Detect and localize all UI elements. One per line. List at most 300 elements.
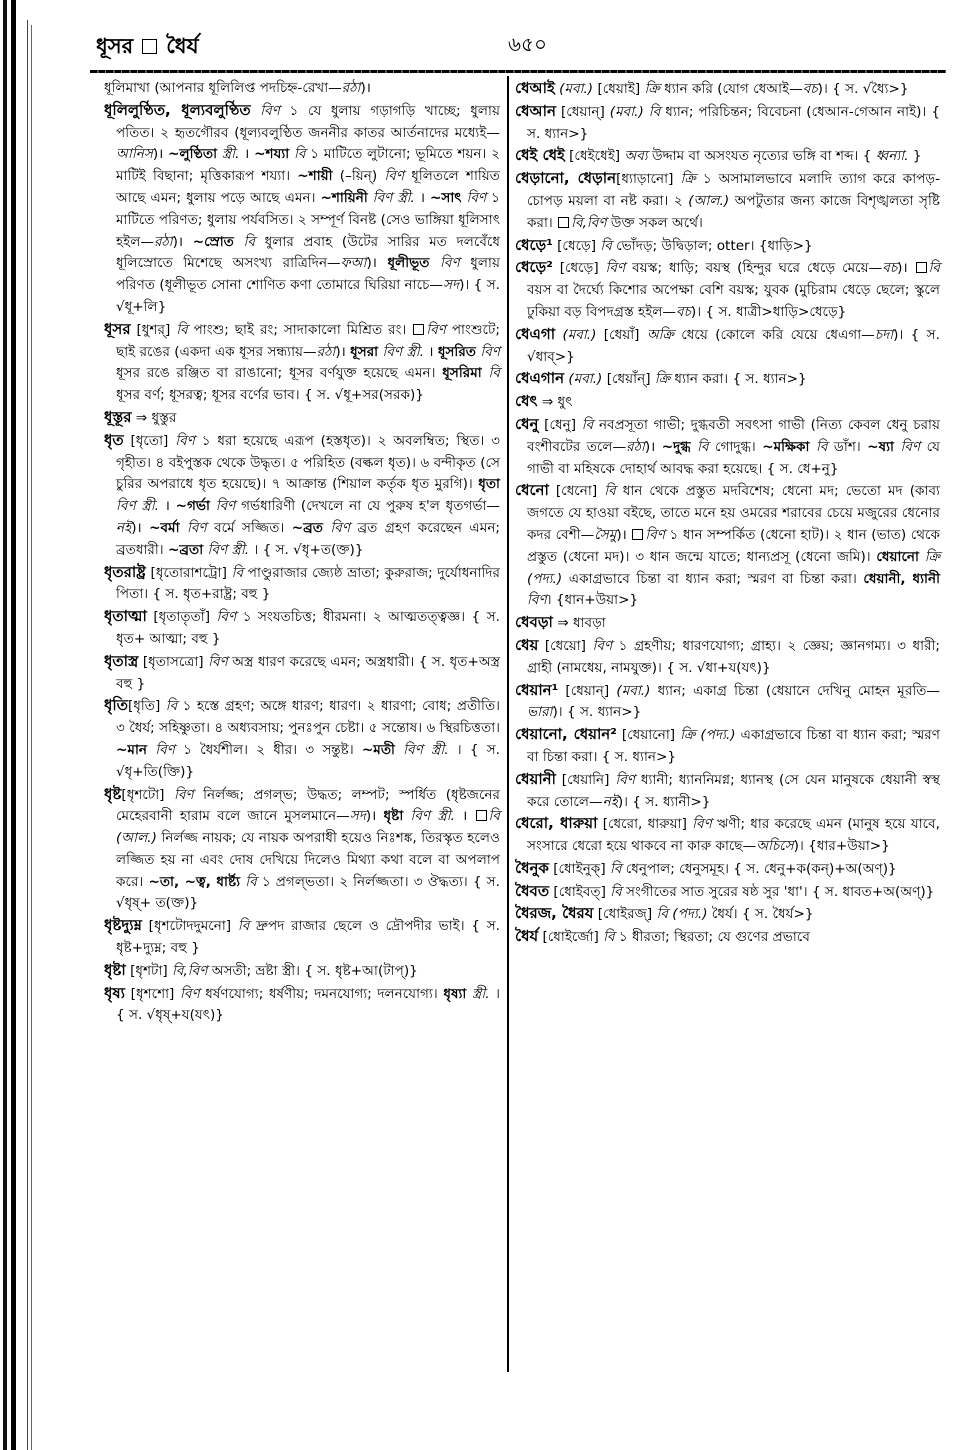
definition-text: বয়স বা দৈর্ঘ্যে কিশোর অপেক্ষা বেশি বয়স্ক; যুবক (মুচিরাম ধেড়ে ছেলে; স্কুলে ঢুকিয়া বড় বিপদগ্রস্ত হইল— [527, 282, 940, 320]
definition-text: ১ হস্তে গ্রহণ; অঙ্গে ধারণ; ধারণ। ২ ধারণা; বোধ; প্রতীতি। ৩ ধৈর্য; সহিষ্ণুতা। ৪ অধ্যবসায়; পুনঃপুন চেষ্টা। ৫ সন্তোষ। ৬ স্থিরচিত্ততা। [116, 698, 500, 737]
definition-text: ১ ধরা হয়েছে এরূপ (হস্তধৃত)। ২ অবলম্বিত; স্থিত। ৩ গৃহীত। ৪ বইপুস্তক থেকে উদ্ধৃত। ৫ পরিহিত (বল্কল ধৃত)। ৬ বন্দীকৃত (সে চুরির অপরাধে ধৃত হয়েছে)। ৭ আক্রান্ত (শিয়াল কর্তৃক ধৃত মুরগি)। [116, 432, 500, 493]
part-of-speech: বিণ [322, 519, 358, 536]
definition-text: ঋণী; ধার করেছে এমন (মানুষ হয়ে যাবে, সংসারে ধেরো হয়ে থাকবে না কারু কাছে— [527, 816, 940, 855]
definition-text: [ধৃশটোদদুমনো] [141, 918, 238, 935]
dictionary-entry [515, 324, 940, 369]
dictionary-entry [515, 635, 940, 680]
definition-text: [ধেয়ানো] [616, 727, 681, 744]
guide-word-last: ধৈর্য [166, 34, 199, 58]
headword: ধেড়ে² [515, 258, 553, 277]
part-of-speech: বিণ [615, 771, 641, 788]
definition-text: [ধোইনুক্] [548, 860, 610, 877]
dictionary-entry [104, 319, 500, 407]
part-of-speech: বি [609, 860, 626, 877]
definition-text: ধুলার প্রবাহ (উটের সারির মত দলবেঁধে ধূলিস্রোতে মিশেছে অসংখ্য রাত্রিদিন— [116, 233, 500, 272]
definition-text: পাণ্ডুরাজার জ্যেষ্ঠ ভ্রাতা; কুরুরাজ; দুর্যোধনাদির পিতা। { স. ধৃত+রাষ্ট্র; বহু } [116, 564, 500, 603]
definition-text: । [158, 498, 176, 515]
dictionary-entry [104, 407, 500, 430]
part-of-speech: বিণ [216, 609, 243, 626]
definition-text: উদ্দাম বা অসংযত নৃত্যের ভঙ্গি বা শব্দ। { [652, 148, 876, 165]
part-of-speech: বিণ স্ত্রী. [367, 189, 415, 206]
definition-text: [ধেইধেই] [564, 148, 625, 165]
definition-text: [ধেয়ান্] [558, 682, 617, 699]
binding-line [31, 25, 32, 1450]
part-of-speech: বি [237, 918, 257, 935]
part-of-speech: বিণ স্ত্রী. [394, 741, 449, 758]
headword: ধৃতি [104, 696, 128, 715]
headword: ধৃষ্ট [104, 784, 122, 803]
definition-text: [ধৃতি] [127, 698, 166, 715]
definition-text: )। [644, 438, 662, 455]
definition-text: বর্মে সজ্জিত। [214, 519, 292, 536]
definition-text: [ধেয়াঁ] [603, 326, 647, 343]
definition-text: । { স. √ধৃ+ত(ক্ত)} [249, 541, 364, 558]
dictionary-entry [515, 257, 940, 323]
definition-text: [ধৃতাতৃতাঁ] [146, 609, 217, 626]
definition-text: ১ সংযতচিত্ত; ধীরমনা। ২ আত্মতত্ত্বজ্ঞ। { স. ধৃত+ আত্মা; বহু } [116, 609, 500, 647]
part-of-speech: (মবা.) [616, 682, 658, 699]
definition-text: ধর্ষণযোগ্য; ধর্ষণীয়; দমনযোগ্য; দলনযোগ্য। [205, 985, 444, 1002]
part-of-speech: বিণ [429, 255, 471, 272]
part-of-speech: বি [809, 438, 834, 455]
definition-text: ধ্যান; একাগ্র চিন্তা (ধেয়ানে দেখিনু মোহন মূরতি— [657, 682, 940, 699]
binding-line [3, 0, 7, 1450]
definition-text: )। { স. ধাত্রী>ধাড়ি>ধেড়ে} [690, 303, 847, 320]
definition-text: পাংশু; ছাই রং; সাদাকালো মিশ্রিত রং। [193, 321, 413, 338]
definition-text: )। [360, 80, 371, 96]
part-of-speech: বি [690, 438, 716, 455]
sense-marker-box-icon [413, 324, 424, 335]
definition-text: )। [172, 233, 193, 250]
definition-text: )। [616, 526, 632, 543]
headword: ধেনো [515, 481, 549, 500]
source-citation: সদ [443, 277, 460, 294]
definition-text: [ধেড়ে] [552, 260, 606, 277]
headword: ধেরো, ধারুয়া [515, 814, 598, 833]
definition-text: গর্ভধারিণী (দেখলে না যে পুরুষ হ'ল ধৃতগর্ভা— [241, 498, 500, 515]
column-divider [507, 76, 509, 1372]
headword: ধূসর [104, 319, 131, 338]
definition-text: ধ্যান করা। { স. ধ্যান>} [674, 371, 807, 388]
headword: ধেয়ানো, ধেয়ান² [515, 725, 617, 744]
dictionary-entry [104, 100, 500, 319]
part-of-speech: বি [289, 146, 311, 163]
definition-text: নবপ্রসূতা গাভী; দুগ্ধবতী সবৎসা গাভী (নিত্য কেবল ধেনু চরায় বংশীবটের তলে— [527, 416, 941, 455]
source-citation: রঠা [341, 80, 361, 96]
definition-text: ডাঁশ। [833, 438, 868, 455]
part-of-speech: বি (আল.) [116, 808, 500, 847]
dictionary-entry [515, 858, 940, 881]
definition-text: [ধৃতাসত্রো] [138, 653, 209, 670]
part-of-speech: ক্রি [680, 171, 703, 188]
dictionary-entry [515, 769, 940, 814]
part-of-speech: বিণ স্ত্রী. [378, 343, 425, 360]
definition-text: ১ গ্রহণীয়; ধারণযোগ্য; গ্রাহ্য। ২ জ্ঞেয়; জ্ঞানগম্য। ৩ ধারী; গ্রাহী (নামধেয়, নামযুক্ত)। { স. √ধা+য(যৎ)} [527, 637, 941, 676]
definition-text: [ধোইরজ্] [593, 906, 657, 923]
headword: ধৃতাত্মা [104, 607, 147, 626]
definition-text: ⇒ ধাবড়া [552, 615, 606, 632]
dictionary-entry [515, 78, 940, 101]
dictionary-entry [104, 960, 500, 983]
definition-text: ধ্যান করি (যোগ ধেআই— [664, 81, 803, 97]
sub-headword: ~মান [116, 741, 147, 758]
sub-headword: ধূলীভূত [387, 255, 430, 272]
sense-marker-box-icon [558, 217, 569, 228]
definition-text: )। [897, 260, 915, 277]
headword: ধৃষ্টদ্যুম্ন [104, 916, 142, 935]
definition-text: একাগ্রভাবে চিন্তা বা ধ্যান করা; স্মরণ বা চিন্তা করা। { স. ধ্যান>} [527, 727, 941, 765]
headword: ধৃতরাষ্ট্র [104, 562, 146, 581]
definition-text: [ধুশর্] [130, 321, 177, 338]
dictionary-entry [104, 562, 500, 607]
sub-headword: ~ব্রত [291, 519, 323, 536]
part-of-speech: বিণ [175, 432, 202, 449]
part-of-speech: বিণ স্ত্রী. [116, 498, 159, 515]
source-citation: ফআ [340, 255, 367, 272]
definition-text: (–য়িন্) [332, 168, 385, 185]
definition-text: । [454, 808, 475, 825]
source-citation: নই [116, 519, 132, 536]
definition-text: ১ অসামালভাবে মলাদি ত্যাগ করে কাপড়-চোপড় ময়লা বা নষ্ট করা। ২ [527, 171, 940, 209]
definition-text: ১ প্রগল্ভতা। ২ নির্লজ্জতা। ৩ ঔদ্ধত্য। { স. √ধৃষ্+ ত(ক্ত)} [116, 873, 500, 912]
definition-text: )। { স. √ধাব্>} [527, 326, 940, 365]
definition-text: [ধেয়াই] [597, 81, 645, 97]
sub-headword: ধূসরিমা [442, 365, 482, 382]
dictionary-entry [104, 78, 500, 100]
definition-text: । { স. √ধৃ+তি(ক্তি)} [116, 741, 500, 780]
definition-text: সংগীতের সাত সুরের ষষ্ঠ সুর 'ধা'। { স. ধাবত+অ(অণ্)} [626, 883, 935, 900]
dictionary-entry [515, 480, 940, 612]
headword: ধেএগান [515, 369, 565, 388]
left-column [104, 78, 500, 1027]
page-header [96, 26, 946, 74]
source-citation: রঠা [153, 233, 173, 250]
source-citation: বচ [676, 303, 691, 320]
sense-marker-box-icon [632, 529, 643, 540]
definition-text: [ধৃশশো] [125, 985, 180, 1002]
part-of-speech: বিণ [592, 637, 619, 654]
dictionary-entry [515, 881, 940, 904]
part-of-speech: বিণ [208, 653, 233, 670]
definition-text: ১ মাটিতে পরিণত; ধুলায় পর্যবসিত। ২ সম্পূর্ণ বিনষ্ট (সেও ভাঙ্গিয়া ধূলিসাৎ হইল— [116, 189, 500, 250]
definition-text: ধেনুপাল; ধেনুসমূহ। { স. ধেনু+ক(কন্)+অ(অণ্)} [625, 860, 897, 877]
part-of-speech: বিণ [173, 786, 204, 803]
headword: ধৈনুক [515, 858, 549, 877]
definition-text: )। [152, 146, 169, 163]
dictionary-entry [515, 368, 940, 391]
dictionary-entry [515, 680, 940, 725]
definition-text: ১ যে ধুলায় গড়াগড়ি খাচ্ছে; ধুলায় পতিত। ২ হৃতগৌরব (ধূল্যবলুণ্ঠিত জননীর কাতর আর্তনাদের মধ্যেই— [116, 102, 500, 141]
sub-headword: ধূসরিত [437, 343, 476, 360]
dictionary-entry [515, 168, 940, 234]
dictionary-entry [515, 414, 940, 480]
part-of-speech: ক্রি [644, 81, 665, 97]
part-of-speech: বিণ [179, 985, 206, 1002]
dictionary-entry [104, 784, 500, 916]
dictionary-entry [515, 101, 940, 146]
square-box-icon [142, 39, 157, 54]
part-of-speech: (মবা.) [554, 81, 598, 97]
sub-headword: ~মক্ষিকা [762, 438, 810, 455]
headword: ধৃষ্য [104, 983, 126, 1002]
dictionary-entry [104, 983, 500, 1028]
part-of-speech: (আল.) [688, 192, 735, 209]
page-number: ৬৫০ [508, 32, 547, 56]
part-of-speech: বি [928, 260, 940, 277]
part-of-speech: স্ত্রী. [466, 985, 490, 1002]
sub-headword: ~লুণ্ঠিতা [168, 146, 218, 163]
part-of-speech: বি [604, 483, 623, 500]
headword: ধৈর্য [515, 927, 539, 946]
headword: ধেআই [515, 79, 555, 97]
headword: ধেএগা [515, 324, 556, 343]
definition-text: ভোঁদড়; উদ্বিড়াল; otter। {ধাড়ি>} [616, 237, 813, 254]
part-of-speech: বি [581, 416, 599, 433]
headword: ধেনু [515, 414, 539, 433]
definition-text: ধৈর্য। { স. ধৈর্য>} [711, 906, 814, 923]
definition-text: ধূসর বর্ণ; ধূসরত্ব; ধূসর বর্ণের ভাব। { স. √ধূ+সর(সরক)} [116, 387, 424, 404]
dictionary-entry [515, 612, 940, 635]
part-of-speech: বি (পদ্য.) [656, 906, 712, 923]
part-of-speech: বিণ [426, 321, 452, 338]
headword: ধৃত [104, 430, 124, 449]
sub-headword: ~ষ্যা [867, 438, 894, 455]
definition-text: [ধেয়াঁন্] [606, 371, 655, 388]
part-of-speech: বিণ [461, 189, 492, 206]
definition-text: )। {ধার+উয়া>} [793, 838, 890, 855]
part-of-speech: বি,বিণ [571, 214, 611, 231]
part-of-speech: বিণ [894, 438, 927, 455]
dictionary-entry [104, 606, 500, 651]
definition-text: ১ ধান সম্পর্কিত (ধেনো হাট)। ২ ধান (ভাত) থেকে প্রস্তুত (ধেনো মদ)। ৩ ধান জন্মে যাতে; ধান্যপ্রসূ (ধেনো জমি)। [527, 526, 940, 565]
part-of-speech: বিণ [527, 592, 547, 609]
part-of-speech: বি [603, 929, 619, 946]
definition-text: ১ ধীরতা; স্থিরতা; যে গুণের প্রভাবে [618, 929, 810, 946]
header-rule [90, 70, 946, 73]
definition-text: )। [131, 519, 150, 536]
definition-text: [ধৃতো] [123, 432, 176, 449]
definition-text: । [424, 343, 438, 360]
sub-headword: ~মতী [361, 741, 395, 758]
headword: ধেয় [515, 635, 539, 654]
part-of-speech: অব্য [624, 148, 653, 165]
definition-text: একাগ্রভাবে চিন্তা বা ধ্যান করা; স্মরণ বা চিন্তা করা। [568, 570, 864, 587]
dictionary-entry [104, 915, 500, 960]
definition-text: } [908, 148, 922, 165]
definition-text: ধ্যান; পরিচিন্তন; বিবেচনা (ধেআন-গেআন নাই)। { স. ধ্যান>} [527, 103, 940, 142]
definition-text: অস্ত্র ধারণ করেছে এমন; অস্ত্রধারী। { স. ধৃত+অস্ত্র বহু } [116, 653, 500, 692]
part-of-speech: ক্রি (পদ্য.) [527, 548, 941, 587]
source-citation: অচিসে [756, 838, 794, 855]
headword: ধেড়ে¹ [515, 235, 553, 254]
part-of-speech: বি [240, 873, 262, 890]
right-column [515, 78, 940, 949]
part-of-speech: বিণ [179, 519, 215, 536]
definition-text: নির্লজ্জ; প্রগল্ভ; উদ্ধত; লম্পট; স্পর্ধিত (ধৃষ্টজনের মেহেরবানী হারাম বলে জানে মুসলমানে— [116, 786, 501, 825]
definition-text: ধুলায় পরিণত (ধূলীভূত সোনা শোণিত কণা তোমারে ঘিরিয়া নাচে— [116, 255, 500, 294]
definition-text: ⇒ ধুৎ [537, 394, 573, 411]
headword: ধেৎ [515, 392, 538, 411]
part-of-speech: বিণ [209, 498, 242, 515]
dictionary-entry [515, 724, 940, 769]
part-of-speech: বি [176, 321, 194, 338]
part-of-speech: বিণ [476, 343, 500, 360]
source-citation: নই [602, 793, 618, 810]
sub-headword: ~শয্যা [254, 146, 290, 163]
source-citation: রঠা [626, 438, 645, 455]
definition-text: ধেয়ে (কোলে করি যেয়ে ধেএগা— [681, 326, 875, 343]
dictionary-entry [515, 903, 940, 926]
source-citation: চদা [874, 326, 894, 343]
sub-headword: ধৃষ্টা [383, 808, 404, 825]
sub-headword: ~দুগ্ধ [661, 438, 691, 455]
sub-headword: ~ব্রতা [167, 541, 204, 558]
sense-marker-box-icon [476, 810, 487, 821]
headword: ধৈবত [515, 881, 550, 900]
headword: ধেবড়া [515, 613, 553, 632]
headword: ধেআন [515, 101, 556, 120]
definition-text: ⇒ ধুস্তুর [131, 409, 177, 426]
part-of-speech: ক্রি [654, 371, 675, 388]
definition-text: বয়স্ক; ধাড়ি; বয়স্থ (হিন্দুর ঘরে ধেড়ে মেয়ে— [632, 260, 883, 277]
definition-text: )। { স. ধ্যান>} [552, 704, 642, 721]
part-of-speech: বিণ [384, 168, 412, 185]
source-citation: ভারা [527, 704, 553, 721]
definition-text: ধ্যানী; ধ্যাননিমগ্ন; ধ্যানস্থ (সে যেন মানুষকে ধেয়ানী স্বস্থ করে তোলে— [527, 771, 940, 810]
part-of-speech: বি,বিণ [172, 962, 212, 979]
source-citation: বচ [802, 81, 818, 97]
dictionary-entry [104, 695, 500, 783]
sub-headword: ~শায়ী [297, 168, 333, 185]
sub-headword: ধৃতা [478, 476, 500, 493]
definition-text: উক্ত সকল অর্থে। [610, 214, 703, 231]
headword: ধৃষ্টা [104, 960, 126, 979]
sub-headword: ধৃষ্যা [443, 985, 467, 1002]
part-of-speech: অক্রি [646, 326, 682, 343]
source-citation: সৈমু [594, 526, 617, 543]
definition-text: ধূলিতলে শায়িত আছে এমন; ধুলায় পড়ে আছে এমন। [116, 168, 500, 206]
sense-marker-box-icon [916, 262, 927, 273]
definition-text: । { স. √ধৃষ্+য(যৎ)} [116, 985, 501, 1024]
sub-headword: ~বর্মা [149, 519, 180, 536]
part-of-speech: বিণ স্ত্রী. [203, 541, 250, 558]
headword: ধেই ধেই [515, 146, 565, 165]
definition-text: ১ মাটিতে লুটানো; ভূমিতে শয়ন। ২ মাটিই বিছানা; মৃত্তিকারূপ শয্যা। [116, 146, 500, 185]
sub-headword: ধূসরা [350, 343, 379, 360]
definition-text: দ্রুপদ রাজার ছেলে ও দ্রৌপদীর ভাই। { স. ধৃষ্ট+দ্যুম্ন; বহু } [116, 918, 500, 957]
dictionary-entry [515, 391, 940, 414]
definition-text: [ধৃতোরাশট্রো] [145, 564, 232, 581]
definition-text: )। [366, 255, 388, 272]
definition-text: [ধোইর্জো] [538, 929, 604, 946]
part-of-speech: বিণ [692, 816, 718, 833]
binding-line [27, 20, 28, 1450]
sub-headword: ~গর্ভা [175, 498, 210, 515]
part-of-speech: বি [481, 365, 500, 382]
definition-text: [ধেয়ানি] [555, 771, 616, 788]
definition-text: )। { স. ধ্যানী>} [617, 793, 711, 810]
sub-headword: ধেয়ানী, ধ্যানী [863, 570, 940, 587]
guide-word-first: ধূসর [96, 34, 134, 58]
definition-text: )। [365, 808, 384, 825]
definition-text: [ধেনু] [538, 416, 582, 433]
sub-headword: ~স্রোত [192, 233, 234, 250]
guide-words [96, 30, 199, 65]
source-citation: ধ্বন্যা. [875, 148, 909, 165]
definition-text: ধূলিমাখা (আপনার ধূলিলিপ্ত পদচিহ্ন-রেখা— [104, 80, 342, 96]
definition-text: ধূসর রঙে রঞ্জিত বা রাঙানো; ধূসর বর্ণযুক্ত হয়েছে এমন। [116, 365, 443, 382]
definition-text: নির্লজ্জ নায়ক; যে নায়ক অপরাধী হয়েও নিঃশঙ্ক, তিরস্কৃত হলেও লজ্জিত হয় না এবং দোষ দেখিয়ে দিলেও মিথ্যা কথা বলে বা অপলাপ করে। [116, 830, 501, 890]
definition-text: )। { স. √ধ্যৈ>} [817, 81, 909, 97]
source-citation: বচ [882, 260, 898, 277]
definition-text: [ধৃশটা] [125, 962, 173, 979]
part-of-speech: বিণ স্ত্রী. [403, 808, 455, 825]
sub-headword: ধেয়ানো [876, 548, 919, 565]
definition-text: [ধৃশটো] [121, 786, 174, 803]
headword: ধূস্তূর [104, 407, 132, 426]
definition-text: অসতী; ভ্রষ্টা স্ত্রী। { স. ধৃষ্ট+আ(টাপ্)} [211, 962, 418, 979]
definition-text: পাংশুটে; ছাই রঙের (একদা এক ধূসর সন্ধ্যায়— [116, 321, 500, 360]
definition-text: [ধেনো] [548, 483, 605, 500]
part-of-speech: বিণ [605, 260, 633, 277]
sub-headword: ~সাৎ [429, 189, 462, 206]
definition-text: [ধোইবত্] [549, 883, 611, 900]
headword: ধূলিলুণ্ঠিত, ধূল্যবলুণ্ঠিত [104, 100, 251, 119]
definition-text: )। { স. √ধূ+লি} [116, 277, 501, 315]
definition-text: ব্রত গ্রহণ করেছেন এমন; ব্রতধারী। [116, 519, 501, 558]
definition-text: অপটুতার জন্য কাজে বিশৃঙ্খলতা সৃষ্টি করা। [527, 192, 940, 231]
dictionary-entry [515, 235, 940, 258]
part-of-speech: বি [165, 698, 183, 715]
part-of-speech: বিণ [645, 526, 670, 543]
definition-text: । {ধান+উয়া>} [546, 592, 639, 609]
part-of-speech: ক্রি (পদ্য.) [680, 727, 741, 744]
part-of-speech: বিণ [147, 741, 184, 758]
definition-text: গোদুগ্ধ। [715, 438, 763, 455]
binding-line [11, 0, 16, 1450]
dictionary-entry [515, 813, 940, 858]
source-citation: সদ [349, 808, 366, 825]
part-of-speech: বি [600, 237, 617, 254]
definition-text: । [414, 189, 430, 206]
headword: ধৃতাস্ত্র [104, 651, 139, 670]
headword: ধৈরজ, ধৈরয [515, 904, 594, 923]
definition-text: [ধেয়ো] [538, 637, 593, 654]
part-of-speech: স্ত্রী. [217, 146, 240, 163]
part-of-speech: বিণ [250, 102, 290, 119]
sub-headword: ~তা, ~ত্ব, ধার্ষ্ট্য [148, 873, 241, 890]
definition-text: [ধেয়ান্] [555, 103, 610, 120]
headword: ধেয়ান¹ [515, 680, 559, 699]
source-citation: আনিস [116, 146, 153, 163]
sub-headword: ~শায়িনী [320, 189, 368, 206]
book-binding-edge [0, 0, 36, 1450]
definition-text: । [239, 146, 255, 163]
part-of-speech: বি [233, 233, 265, 250]
definition-text: [ধেড়ে] [552, 237, 601, 254]
definition-text: ১ ধৈর্যশীল। ২ ধীর। ৩ সন্তুষ্ট। [183, 741, 362, 758]
dictionary-entry [515, 145, 940, 168]
part-of-speech: (মবা.) [555, 326, 604, 343]
definition-text: যে গাভী বা মহিষকে দোহার্থ আবদ্ধ করা হয়েছে। { স. ধে+নু} [527, 438, 940, 477]
headword: ধেড়ানো, ধেড়ান [515, 169, 617, 188]
dictionary-entry [515, 926, 940, 949]
definition-text: ধান থেকে প্রস্তুত মদবিশেষ; ধেনো মদ; ভেতো মদ (কাব্য জগতে যে হাওয়া বইছে, তাতে মনে হয় ওমরের শরাবের চেয়ে মজুরের ধেনোর কদর বেশী— [527, 483, 941, 543]
definition-text: [ধেরো, ধারুয়া] [597, 816, 693, 833]
part-of-speech: বি [231, 564, 248, 581]
part-of-speech: বি [610, 883, 627, 900]
headword: ধেয়ানী [515, 769, 556, 788]
